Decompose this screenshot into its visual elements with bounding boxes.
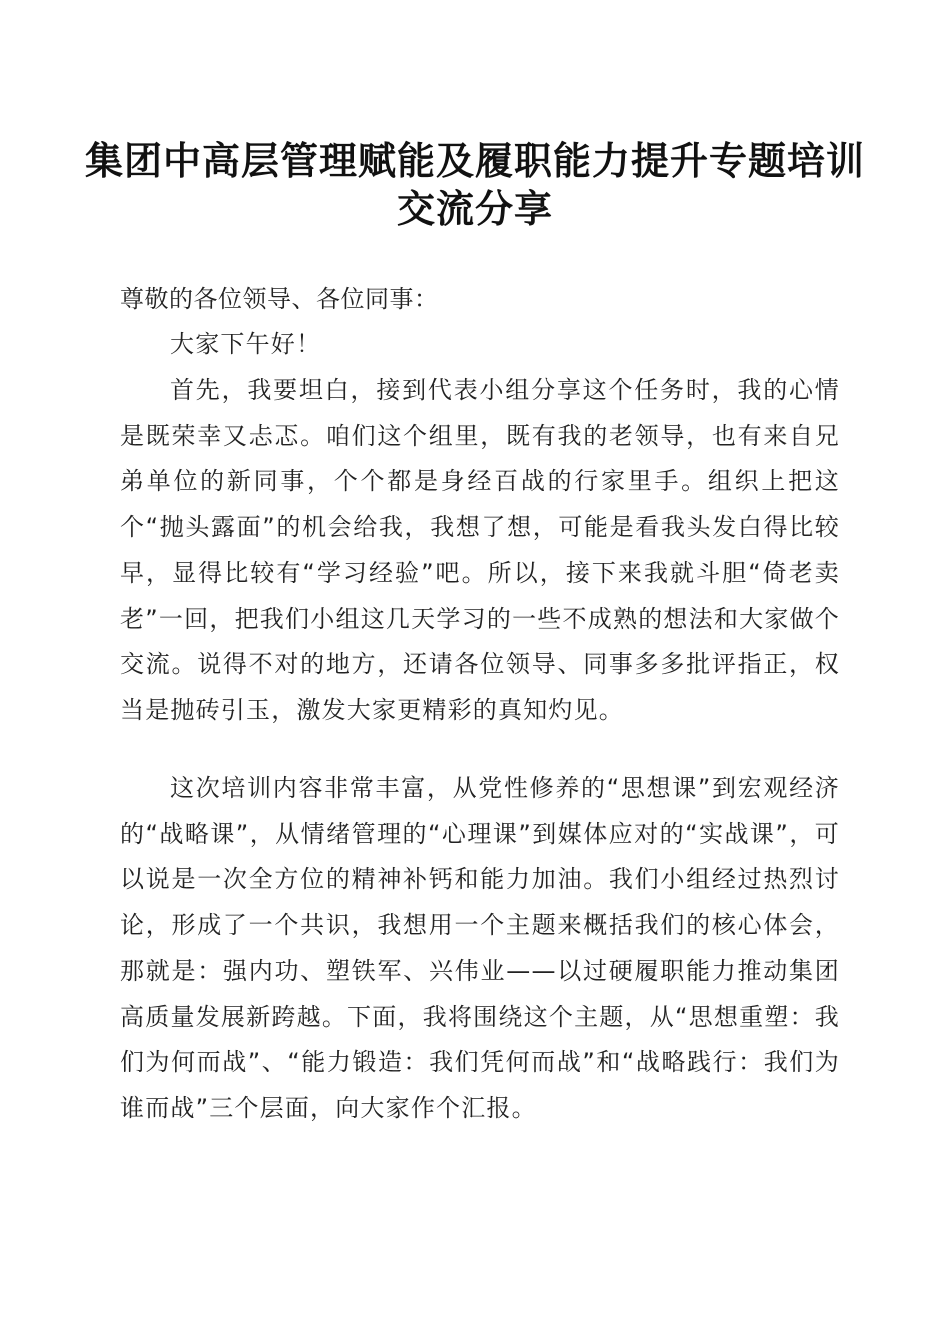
- paragraph-introduction: 首先，我要坦白，接到代表小组分享这个任务时，我的心情是既荣幸又忐忑。咱们这个组里，既有我的老领导，也有来自兄弟单位的新同事，个个都是身经百战的行家里手。组织上把这个“抛头露面”的机会给我，我想了想，可能是看我头发白得比较早，显得比较有“学习经验”吧。所以，接下来我就斗胆“倚老卖老”一回，把我们小组这几天学习的一些不成熟的想法和大家做个交流。说得不对的地方，还请各位领导、同事多多批评指正，权当是抛砖引玉，激发大家更精彩的真知灼见。: [120, 376, 840, 724]
- document-title-line-2: 交流分享: [396, 186, 553, 231]
- greeting: 尊敬的各位领导、各位同事：: [120, 285, 439, 313]
- document-title-line-1: 集团中高层管理赋能及履职能力提升专题培训: [84, 138, 865, 183]
- paragraph-opening: 大家下午好！: [170, 330, 322, 358]
- paragraph-theme: 这次培训内容非常丰富，从党性修养的“思想课”到宏观经济的“战略课”，从情绪管理的“心理课”到媒体应对的“实战课”，可以说是一次全方位的精神补钙和能力加油。我们小组经过热烈讨论，形成了一个共识，我想用一个主题来概括我们的核心体会，那就是：强内功、塑铁军、兴伟业——以过硬履职能力推动集团高质量发展新跨越。下面，我将围绕这个主题，从“思想重塑：我们为何而战”、“能力锻造：我们凭何而战”和“战略践行：我们为谁而战”三个层面，向大家作个汇报。: [120, 774, 840, 1122]
